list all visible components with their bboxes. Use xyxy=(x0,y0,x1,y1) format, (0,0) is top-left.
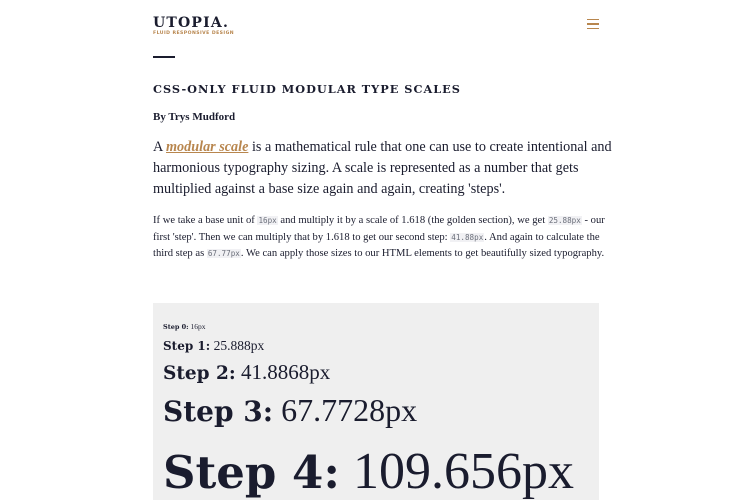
body-text: - our first 'step'. Then we can multiply that by 1.618 to get our second step: xyxy=(153,215,605,243)
step-value: 25.888px xyxy=(213,338,265,353)
body-text: If we take a base unit of xyxy=(153,215,258,226)
step-value: 16px xyxy=(190,322,206,331)
step-3 xyxy=(163,392,417,429)
site-tagline: FLUID RESPONSIVE DESIGN xyxy=(153,31,235,36)
body-text: . We can apply those sizes to our HTML elements to get beautifully sized typography. xyxy=(240,248,605,260)
menu-bar xyxy=(587,28,599,29)
step-label: Step 3: xyxy=(163,395,274,428)
hamburger-menu-icon[interactable] xyxy=(587,19,599,30)
site-header xyxy=(153,14,599,44)
lead-suffix: is a mathematical rule that one can use to create intentional and harmonious typography sizing. A scale is represented as a number that gets multiplied against a base size again and again, creating 'steps'. xyxy=(153,139,612,197)
inline-code: 67.77px xyxy=(207,249,240,259)
step-label: Step 0: xyxy=(163,323,189,331)
step-2 xyxy=(163,360,330,385)
step-value: 41.8868px xyxy=(241,360,331,384)
menu-bar xyxy=(587,19,599,20)
body-text: . And again to calculate the third step as xyxy=(153,231,600,260)
modular-scale-link[interactable]: modular scale xyxy=(166,139,249,155)
step-label: Step 1: xyxy=(163,339,211,353)
menu-bar xyxy=(587,23,599,24)
article-title: CSS-ONLY FLUID MODULAR TYPE SCALES xyxy=(153,82,461,96)
inline-code: 25.88px xyxy=(548,216,581,225)
step-4 xyxy=(163,442,574,500)
body-paragraph xyxy=(153,213,605,263)
lead-paragraph xyxy=(153,137,613,200)
step-label: Step 2: xyxy=(163,363,236,384)
step-label: Step 4: xyxy=(163,446,340,499)
inline-code: 41.88px xyxy=(451,232,484,242)
lead-prefix: A xyxy=(153,139,167,155)
type-scale-demo xyxy=(153,303,599,500)
inline-code: 16px xyxy=(258,216,277,225)
step-value: 109.656px xyxy=(352,443,574,500)
site-logo[interactable]: UTOPIA. xyxy=(153,15,230,31)
body-text: and multiply it by a scale of 1.618 (the golden section), we get xyxy=(277,215,548,226)
step-0 xyxy=(163,322,205,331)
article-byline: By Trys Mudford xyxy=(153,111,236,123)
title-divider xyxy=(153,56,175,58)
step-1 xyxy=(163,338,264,354)
step-value: 67.7728px xyxy=(281,392,418,428)
